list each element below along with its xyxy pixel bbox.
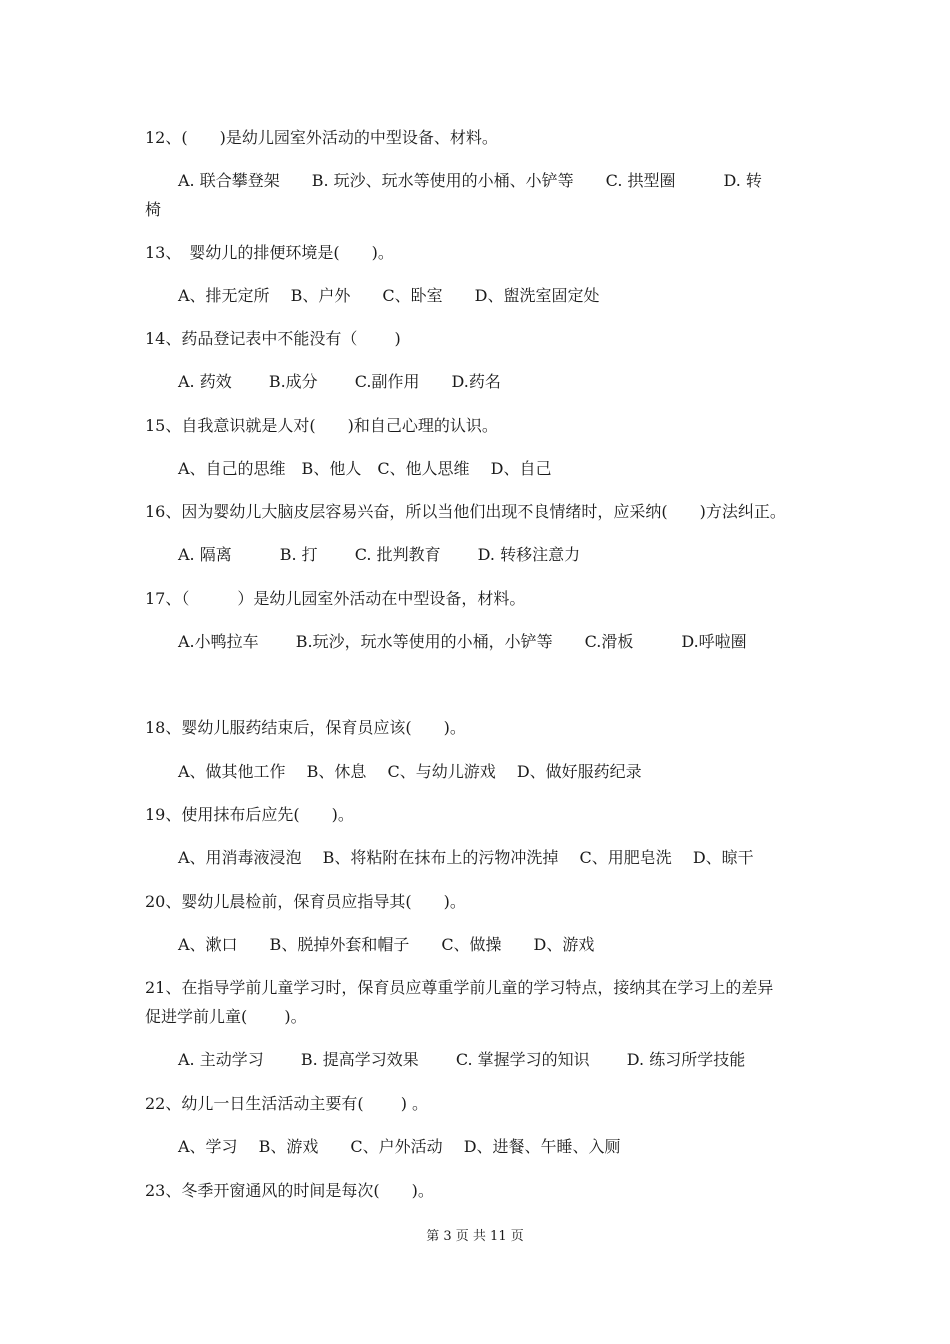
question-12-options-cont: 椅 (145, 200, 162, 219)
question-16-options: A. 隔离 B. 打 C. 批判教育 D. 转移注意力 (178, 545, 581, 564)
question-17-options: A.小鸭拉车 B.玩沙，玩水等使用的小桶，小铲等 C.滑板 D.呼啦圈 (178, 632, 747, 651)
question-21-options: A. 主动学习 B. 提高学习效果 C. 掌握学习的知识 D. 练习所学技能 (178, 1050, 746, 1069)
question-15-options: A、自己的思维 B、他人 C、他人思维 D、自己 (178, 459, 552, 478)
question-23-stem: 23、冬季开窗通风的时间是每次( )。 (145, 1181, 434, 1200)
question-20-options: A、漱口 B、脱掉外套和帽子 C、做操 D、游戏 (178, 935, 595, 954)
question-17-stem: 17、（ ）是幼儿园室外活动在中型设备，材料。 (145, 589, 526, 608)
question-22-options: A、学习 B、游戏 C、户外活动 D、进餐、午睡、入厕 (178, 1137, 621, 1156)
question-15-stem: 15、自我意识就是人对( )和自己心理的认识。 (145, 416, 498, 435)
question-16-stem: 16、因为婴幼儿大脑皮层容易兴奋，所以当他们出现不良情绪时，应采纳( )方法纠正。 (145, 502, 786, 521)
question-19-options: A、用消毒液浸泡 B、将粘附在抹布上的污物冲洗掉 C、用肥皂洗 D、晾干 (178, 848, 754, 867)
question-21-stem-cont: 促进学前儿童( )。 (145, 1007, 307, 1026)
question-13-stem: 13、 婴幼儿的排便环境是( )。 (145, 243, 394, 262)
question-14-stem: 14、药品登记表中不能没有（ ) (145, 329, 401, 348)
question-18-options: A、做其他工作 B、休息 C、与幼儿游戏 D、做好服药纪录 (178, 762, 642, 781)
question-12-options: A. 联合攀登架 B. 玩沙、玩水等使用的小桶、小铲等 C. 拱型圈 D. 转 (178, 171, 762, 190)
page-footer: 第 3 页 共 11 页 (426, 1229, 524, 1244)
question-18-stem: 18、婴幼儿服药结束后，保育员应该( )。 (145, 718, 466, 737)
question-19-stem: 19、使用抹布后应先( )。 (145, 805, 354, 824)
question-12-stem: 12、( )是幼儿园室外活动的中型设备、材料。 (145, 128, 498, 147)
question-20-stem: 20、婴幼儿晨检前，保育员应指导其( )。 (145, 892, 466, 911)
question-21-stem: 21、在指导学前儿童学习时，保育员应尊重学前儿童的学习特点，接纳其在学习上的差异 (145, 978, 774, 997)
question-22-stem: 22、幼儿一日生活活动主要有( ) 。 (145, 1094, 429, 1113)
question-14-options: A. 药效 B.成分 C.副作用 D.药名 (178, 372, 501, 391)
question-13-options: A、排无定所 B、户外 C、卧室 D、盥洗室固定处 (178, 286, 600, 305)
